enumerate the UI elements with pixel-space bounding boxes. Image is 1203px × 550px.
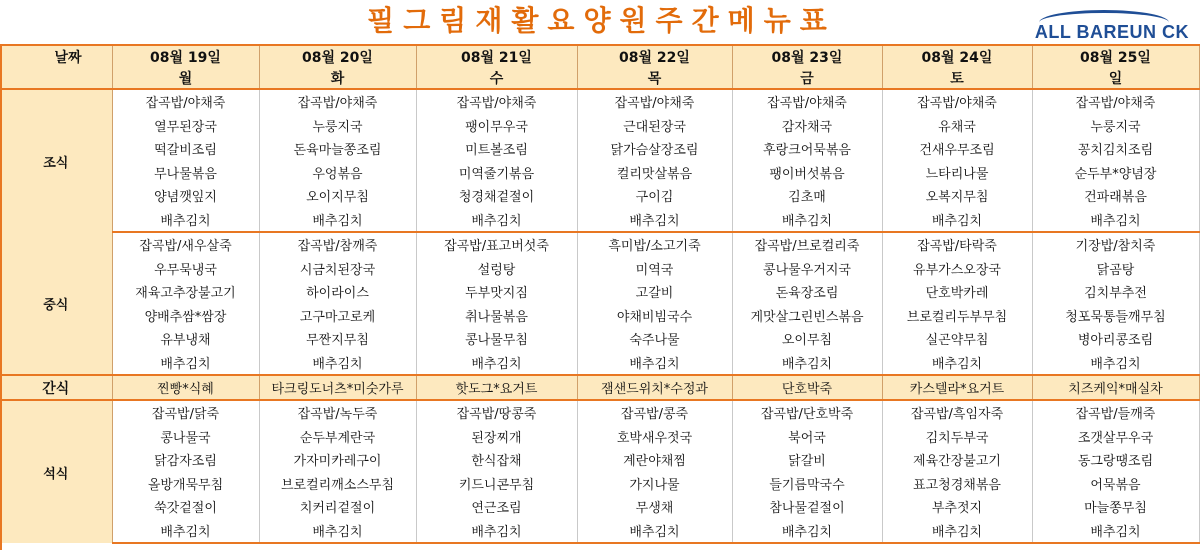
day-date: 08월 19일 (112, 45, 259, 67)
breakfast-item: 무나물볶음 (112, 161, 259, 185)
breakfast-item: 잡곡밥/야채죽 (112, 89, 259, 114)
dinner-item: 쑥갓겉절이 (112, 495, 259, 519)
breakfast-row (0, 114, 1199, 138)
snack-row (0, 375, 1199, 400)
dinner-row (0, 495, 1199, 519)
lunch-item: 오이무침 (732, 327, 882, 351)
dinner-item: 참나물겉절이 (732, 495, 882, 519)
dinner-item: 잡곡밥/콩죽 (577, 400, 732, 425)
day-date: 08월 23일 (732, 45, 882, 67)
breakfast-item: 떡갈비조림 (112, 137, 259, 161)
header-date-row (0, 45, 1199, 67)
lunch-item: 배추김치 (882, 351, 1032, 376)
lunch-item: 고갈비 (577, 280, 732, 304)
dinner-item: 닭감자조림 (112, 448, 259, 472)
dinner-item: 닭갈비 (732, 448, 882, 472)
breakfast-item: 오이지무침 (259, 184, 416, 208)
left-border (0, 44, 2, 550)
logo-text: ALL BAREUN CK (1034, 22, 1189, 42)
dinner-row (0, 425, 1199, 449)
day-weekday: 일 (1032, 67, 1199, 89)
dinner-item: 키드니콘무침 (416, 472, 577, 496)
day-date: 08월 20일 (259, 45, 416, 67)
lunch-item: 양배추쌈*쌈장 (112, 304, 259, 328)
dinner-item: 잡곡밥/흑임자죽 (882, 400, 1032, 425)
breakfast-item: 잡곡밥/야채죽 (577, 89, 732, 114)
lunch-item: 야채비빔국수 (577, 304, 732, 328)
lunch-item: 두부맛지짐 (416, 280, 577, 304)
breakfast-item: 팽이버섯볶음 (732, 161, 882, 185)
day-date: 08월 24일 (882, 45, 1032, 67)
snack-item: 찐빵*식혜 (112, 375, 259, 400)
lunch-item: 잡곡밥/표고버섯죽 (416, 232, 577, 257)
dinner-label: 석식 (0, 400, 112, 543)
lunch-row (0, 351, 1199, 376)
menu-table (0, 44, 1200, 544)
breakfast-item: 팽이무우국 (416, 114, 577, 138)
breakfast-item: 김초매 (732, 184, 882, 208)
breakfast-item: 미트볼조림 (416, 137, 577, 161)
lunch-item: 무짠지무침 (259, 327, 416, 351)
day-weekday: 토 (882, 67, 1032, 89)
brand-logo (1035, 22, 1189, 43)
dinner-item: 마늘쫑무침 (1032, 495, 1199, 519)
lunch-item: 미역국 (577, 257, 732, 281)
lunch-item: 잡곡밥/타락죽 (882, 232, 1032, 257)
lunch-row (0, 257, 1199, 281)
dinner-item: 치커리겉절이 (259, 495, 416, 519)
dinner-item: 배추김치 (416, 519, 577, 544)
breakfast-item: 건파래볶음 (1032, 184, 1199, 208)
lunch-row (0, 327, 1199, 351)
day-weekday: 월 (112, 67, 259, 89)
snack-item: 잼샌드위치*수정과 (577, 375, 732, 400)
breakfast-item: 배추김치 (732, 208, 882, 233)
lunch-item: 배추김치 (1032, 351, 1199, 376)
lunch-item: 콩나물무침 (416, 327, 577, 351)
breakfast-item: 우엉볶음 (259, 161, 416, 185)
dinner-item: 배추김치 (577, 519, 732, 544)
dinner-item: 배추김치 (732, 519, 882, 544)
breakfast-label: 조식 (0, 89, 112, 232)
dinner-row (0, 472, 1199, 496)
dinner-item: 올방개묵무침 (112, 472, 259, 496)
day-date: 08월 25일 (1032, 45, 1199, 67)
lunch-item: 시금치된장국 (259, 257, 416, 281)
lunch-row (0, 280, 1199, 304)
breakfast-item: 유채국 (882, 114, 1032, 138)
dinner-item: 잡곡밥/단호박죽 (732, 400, 882, 425)
dinner-item: 무생채 (577, 495, 732, 519)
dinner-item: 브로컬리깨소스무침 (259, 472, 416, 496)
header-spacer (0, 67, 112, 89)
breakfast-row (0, 184, 1199, 208)
lunch-item: 잡곡밥/새우살죽 (112, 232, 259, 257)
lunch-row (0, 304, 1199, 328)
dinner-item: 한식잡채 (416, 448, 577, 472)
dinner-item: 연근조림 (416, 495, 577, 519)
dinner-item: 잡곡밥/들깨죽 (1032, 400, 1199, 425)
dinner-item: 계란야채찜 (577, 448, 732, 472)
dinner-item: 잡곡밥/녹두죽 (259, 400, 416, 425)
breakfast-item: 잡곡밥/야채죽 (416, 89, 577, 114)
day-weekday: 수 (416, 67, 577, 89)
breakfast-item: 컬리맛살볶음 (577, 161, 732, 185)
lunch-item: 배추김치 (416, 351, 577, 376)
lunch-item: 배추김치 (577, 351, 732, 376)
dinner-item: 배추김치 (882, 519, 1032, 544)
breakfast-item: 미역줄기볶음 (416, 161, 577, 185)
dinner-item: 잡곡밥/닭죽 (112, 400, 259, 425)
dinner-item: 들기름막국수 (732, 472, 882, 496)
breakfast-item: 구이김 (577, 184, 732, 208)
breakfast-item: 잡곡밥/야채죽 (732, 89, 882, 114)
dinner-item: 가지나물 (577, 472, 732, 496)
breakfast-item: 열무된장국 (112, 114, 259, 138)
lunch-item: 브로컬리두부무침 (882, 304, 1032, 328)
page-title: 필그림재활요양원주간메뉴표 (367, 4, 836, 37)
dinner-item: 호박새우젓국 (577, 425, 732, 449)
lunch-row (0, 232, 1199, 257)
dinner-item: 순두부계란국 (259, 425, 416, 449)
breakfast-item: 청경채겉절이 (416, 184, 577, 208)
day-weekday: 목 (577, 67, 732, 89)
lunch-item: 흑미밥/소고기죽 (577, 232, 732, 257)
day-date: 08월 21일 (416, 45, 577, 67)
breakfast-item: 배추김치 (416, 208, 577, 233)
lunch-item: 배추김치 (732, 351, 882, 376)
lunch-item: 실곤약무침 (882, 327, 1032, 351)
breakfast-item: 배추김치 (882, 208, 1032, 233)
dinner-item: 동그랑땡조림 (1032, 448, 1199, 472)
breakfast-item: 감자채국 (732, 114, 882, 138)
dinner-item: 된장찌개 (416, 425, 577, 449)
date-label: 날짜 (0, 45, 112, 67)
breakfast-row (0, 208, 1199, 233)
lunch-item: 배추김치 (259, 351, 416, 376)
breakfast-item: 누룽지국 (1032, 114, 1199, 138)
breakfast-item: 돈육마늘쫑조림 (259, 137, 416, 161)
day-weekday: 화 (259, 67, 416, 89)
breakfast-row (0, 137, 1199, 161)
breakfast-item: 순두부*양념장 (1032, 161, 1199, 185)
lunch-item: 취나물볶음 (416, 304, 577, 328)
lunch-item: 기장밥/참치죽 (1032, 232, 1199, 257)
lunch-item: 배추김치 (112, 351, 259, 376)
breakfast-item: 잡곡밥/야채죽 (882, 89, 1032, 114)
dinner-item: 잡곡밥/땅콩죽 (416, 400, 577, 425)
dinner-row (0, 519, 1199, 544)
dinner-item: 제육간장불고기 (882, 448, 1032, 472)
breakfast-item: 근대된장국 (577, 114, 732, 138)
snack-item: 카스텔라*요거트 (882, 375, 1032, 400)
lunch-item: 청포묵통들깨무침 (1032, 304, 1199, 328)
lunch-item: 단호박카레 (882, 280, 1032, 304)
lunch-item: 콩나물우거지국 (732, 257, 882, 281)
dinner-item: 배추김치 (112, 519, 259, 544)
dinner-item: 김치두부국 (882, 425, 1032, 449)
dinner-row (0, 400, 1199, 425)
breakfast-item: 후랑크어묵볶음 (732, 137, 882, 161)
breakfast-item: 배추김치 (577, 208, 732, 233)
lunch-item: 재육고추장불고기 (112, 280, 259, 304)
lunch-item: 닭곰탕 (1032, 257, 1199, 281)
snack-label: 간식 (0, 375, 112, 400)
lunch-item: 고구마고로케 (259, 304, 416, 328)
breakfast-row (0, 89, 1199, 114)
logo-arc-icon (1039, 10, 1169, 35)
lunch-item: 돈육장조림 (732, 280, 882, 304)
breakfast-item: 잡곡밥/야채죽 (1032, 89, 1199, 114)
breakfast-item: 건새우무조림 (882, 137, 1032, 161)
breakfast-item: 누룽지국 (259, 114, 416, 138)
lunch-item: 잡곡밥/브로컬리죽 (732, 232, 882, 257)
breakfast-item: 닭가슴살장조림 (577, 137, 732, 161)
lunch-item: 병아리콩조림 (1032, 327, 1199, 351)
breakfast-item: 배추김치 (259, 208, 416, 233)
breakfast-item: 잡곡밥/야채죽 (259, 89, 416, 114)
lunch-label: 중식 (0, 232, 112, 375)
breakfast-item: 오복지무침 (882, 184, 1032, 208)
dinner-item: 부추젓지 (882, 495, 1032, 519)
breakfast-item: 양념깻잎지 (112, 184, 259, 208)
dinner-item: 배추김치 (259, 519, 416, 544)
lunch-item: 유부냉채 (112, 327, 259, 351)
breakfast-row (0, 161, 1199, 185)
header-weekday-row (0, 67, 1199, 89)
dinner-item: 콩나물국 (112, 425, 259, 449)
lunch-item: 게맛살그린빈스볶음 (732, 304, 882, 328)
snack-item: 치즈케익*매실차 (1032, 375, 1199, 400)
dinner-item: 배추김치 (1032, 519, 1199, 544)
dinner-item: 어묵볶음 (1032, 472, 1199, 496)
breakfast-item: 느타리나물 (882, 161, 1032, 185)
breakfast-item: 꽁치김치조림 (1032, 137, 1199, 161)
dinner-row (0, 448, 1199, 472)
dinner-item: 조갯살무우국 (1032, 425, 1199, 449)
breakfast-item: 배추김치 (1032, 208, 1199, 233)
dinner-item: 북어국 (732, 425, 882, 449)
dinner-item: 표고청경채볶음 (882, 472, 1032, 496)
dinner-item: 가자미카레구이 (259, 448, 416, 472)
lunch-item: 잡곡밥/참깨죽 (259, 232, 416, 257)
lunch-item: 우무묵냉국 (112, 257, 259, 281)
day-weekday: 금 (732, 67, 882, 89)
day-date: 08월 22일 (577, 45, 732, 67)
breakfast-item: 배추김치 (112, 208, 259, 233)
lunch-item: 김치부추전 (1032, 280, 1199, 304)
snack-item: 타크링도너츠*미숫가루 (259, 375, 416, 400)
snack-item: 단호박죽 (732, 375, 882, 400)
lunch-item: 숙주나물 (577, 327, 732, 351)
lunch-item: 설렁탕 (416, 257, 577, 281)
lunch-item: 유부가스오장국 (882, 257, 1032, 281)
snack-item: 핫도그*요거트 (416, 375, 577, 400)
lunch-item: 하이라이스 (259, 280, 416, 304)
